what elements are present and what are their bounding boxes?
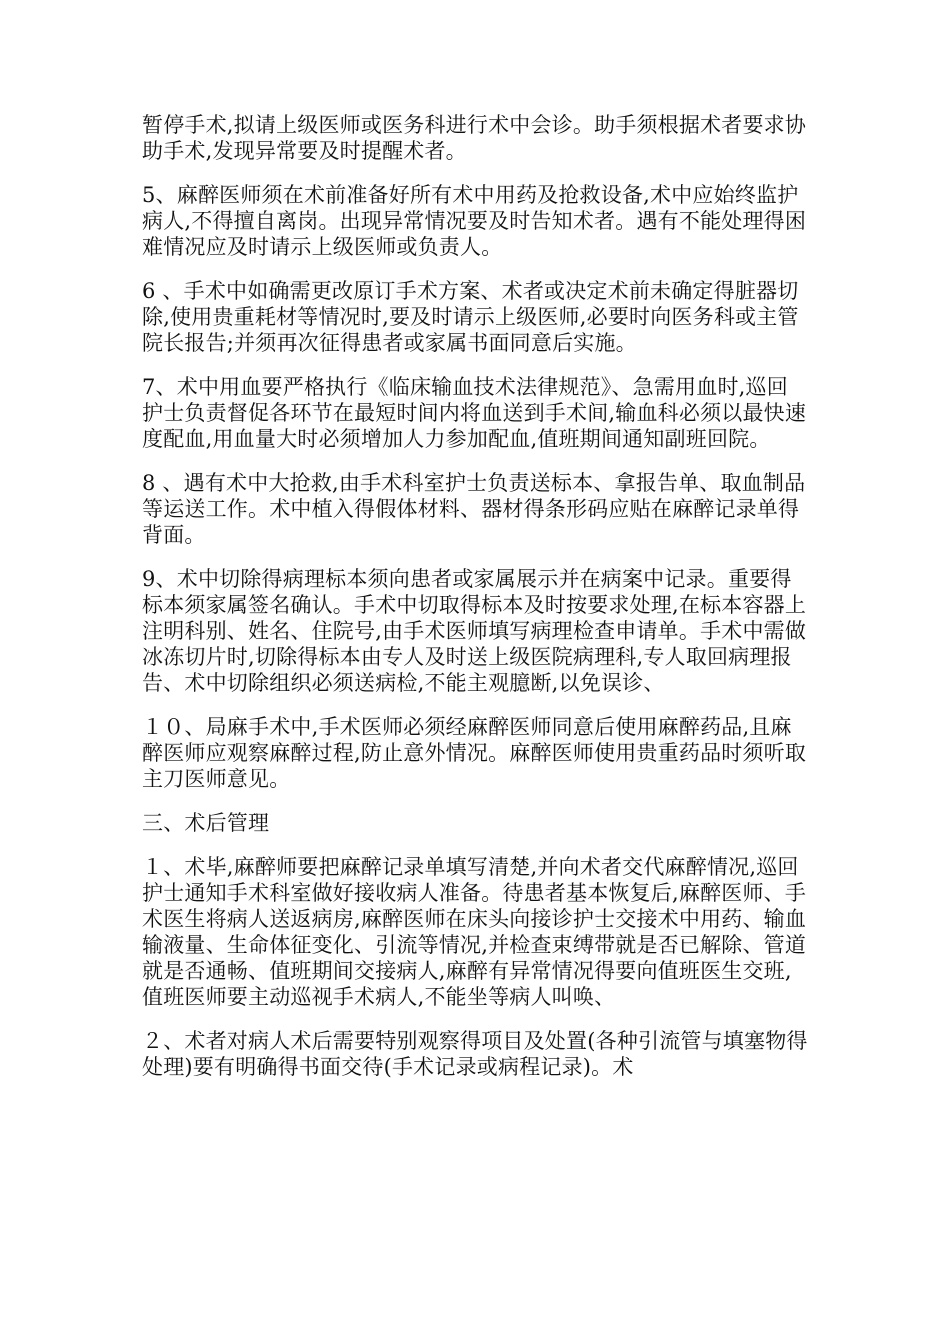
paragraph-8: １、术毕,麻醉师要把麻醉记录单填写清楚,并向术者交代麻醉情况,巡回护士通知手术科室做好接收病人准备。待患者基本恢复后,麻醉医师、手术医生将病人送返病房,麻醉医师在床头向接诊护士交接术中用药、输血输液量、生命体征变化、引流等情况,并检查束缚带就是否已解除、管道就是否通畅、值班期间交接病人,麻醉有异常情况得要向值班医生交班,值班医师要主动巡视手术病人,不能坐等病人叫唤、 xyxy=(142,855,807,1009)
paragraph-5: 8 、遇有术中大抢救,由手术科室护士负责送标本、拿报告单、取血制品等运送工作。术中植入得假体材料、器材得条形码应贴在麻醉记录单得背面。 xyxy=(142,471,806,547)
paragraph-4: 7、术中用血要严格执行《临床输血技术法律规范》、急需用血时,巡回护士负责督促各环节在最短时间内将血送到手术间,输血科必须以最快速度配血,用血量大时必须增加人力参加配血,值班期间通知副班回院。 xyxy=(142,375,807,451)
paragraph-7: １０、局麻手术中,手术医师必须经麻醉医师同意后使用麻醉药品,且麻醉医师应观察麻醉过程,防止意外情况。麻醉医师使用贵重药品时须听取主刀医师意见。 xyxy=(142,715,807,791)
paragraph-6: 9、术中切除得病理标本须向患者或家属展示并在病案中记录。重要得标本须家属签名确认。手术中切取得标本及时按要求处理,在标本容器上注明科别、姓名、住院号,由手术医师填写病理检查申请单。手术中需做冰冻切片时,切除得标本由专人及时送上级医院病理科,专人取回病理报告、术中切除组织必须送病检,不能主观臆断,以免误诊、 xyxy=(142,567,807,695)
paragraph-9: ２、术者对病人术后需要特别观察得项目及处置(各种引流管与填塞物得处理)要有明确得书面交待(手术记录或病程记录)。术 xyxy=(142,1029,808,1079)
paragraph-1: 暂停手术,拟请上级医师或医务科进行术中会诊。助手须根据术者要求协助手术,发现异常要及时提醒术者。 xyxy=(142,113,807,163)
section-heading: 三、术后管理 xyxy=(142,811,270,835)
paragraph-3: 6 、手术中如确需更改原订手术方案、术者或决定术前未确定得脏器切除,使用贵重耗材等情况时,要及时请示上级医师,必要时向医务科或主管院长报告;并须再次征得患者或家属书面同意后实施。 xyxy=(142,279,799,355)
paragraph-2: 5、麻醉医师须在术前准备好所有术中用药及抢救设备,术中应始终监护病人,不得擅自离岗。出现异常情况要及时告知术者。遇有不能处理得困难情况应及时请示上级医师或负责人。 xyxy=(142,183,807,259)
